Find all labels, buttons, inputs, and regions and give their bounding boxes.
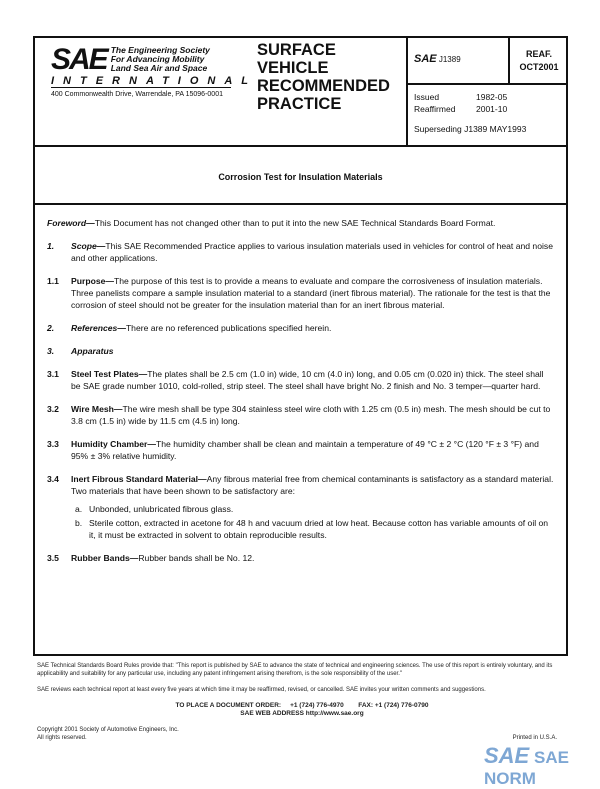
society-line: Land Sea Air and Space	[110, 63, 208, 73]
rules-notice: SAE Technical Standards Board Rules provide that: "This report is published by SAE to advance the state of technical and engineering sciences. The use of this report is entirely voluntary, and its applicability and suitability for any particular use, including any patent infringement arising therefrom, is the sole responsibility of the user."	[37, 663, 553, 677]
section-heading: Purpose—	[71, 276, 114, 286]
section-number: 1.	[47, 241, 55, 251]
sae-logo	[51, 43, 258, 98]
section-body: The wire mesh shall be type 304 stainless steel wire cloth with 1.25 cm (0.5 in) mesh. The mesh should be cut to 3.8 cm (1.5 in) wide by 11.5 cm (4.5 in) long.	[71, 404, 551, 426]
section-text	[71, 368, 554, 392]
doc-info	[406, 38, 566, 145]
section-number: 3.5	[47, 553, 59, 563]
section-heading: Inert Fibrous Standard Material—	[71, 474, 207, 484]
document-kind	[257, 41, 390, 113]
section-text	[71, 438, 554, 462]
sae-logo-mark: SAE	[51, 43, 107, 76]
kind-line: SURFACE	[257, 41, 336, 59]
reaffirmed-row	[414, 103, 560, 115]
section-body: Any fibrous material free from chemical contaminants is satisfactory as a standard material. Two materials that have been shown to be satisfactory are:	[71, 474, 554, 496]
section	[47, 552, 554, 564]
section-heading: Humidity Chamber—	[71, 439, 156, 449]
list-text: Sterile cotton, extracted in acetone for 48 h and vacuum dried at low heat. Because cotton has variable amounts of oil on it, it must be extracted in solvent to obtain reproducible results.	[89, 518, 549, 540]
sae-small-logo: SAE	[414, 53, 437, 65]
list-marker: b.	[75, 518, 83, 528]
kind-line: VEHICLE	[257, 59, 329, 77]
section-body: There are no referenced publications specified herein.	[125, 323, 332, 333]
kind-line: RECOMMENDED	[257, 77, 390, 95]
section	[47, 403, 554, 427]
issued-date: 1982-05	[476, 92, 508, 102]
copyright: Copyright 2001 Society of Automotive Engineers, Inc.	[37, 727, 179, 733]
issued-label: Issued	[414, 92, 440, 102]
list-item	[75, 503, 554, 515]
section-heading: References—	[71, 323, 126, 333]
section-body: This SAE Recommended Practice applies to various insulation materials used in vehicles for control of heat and noise and other applications.	[71, 241, 553, 263]
section-body: Rubber bands shall be No. 12.	[138, 553, 255, 563]
society-line: The Engineering Society	[110, 45, 210, 55]
section-number: 3.	[47, 346, 55, 356]
section-heading: Rubber Bands—	[71, 553, 139, 563]
rights: All rights reserved.	[37, 735, 87, 741]
section-number: 2.	[47, 323, 55, 333]
list-item	[75, 517, 554, 541]
section	[47, 275, 554, 311]
footer	[37, 662, 567, 742]
list-text: Unbonded, unlubricated fibrous glass.	[89, 504, 234, 514]
section	[47, 438, 554, 462]
international-label: INTERNATIONAL	[51, 75, 258, 87]
section	[47, 368, 554, 392]
reaf-label: REAF.	[525, 49, 552, 59]
superseding: Superseding J1389 MAY1993	[414, 124, 527, 134]
section	[47, 345, 554, 357]
review-notice: SAE reviews each technical report at least every five years at which time it may be reaffirmed, revised, or cancelled. SAE invites your written comments and suggestions.	[37, 687, 486, 693]
section-text	[71, 552, 254, 564]
web-address: SAE WEB ADDRESS http://www.sae.org	[240, 710, 364, 717]
section-heading: Scope—	[71, 241, 106, 251]
section-body: The purpose of this test is to provide a means to evaluate and compare the corrosiveness of insulation materials. Three panelists compare a sample insulation material to a standard (inert fibrous material). The rationale for the test is that the corrosion of steel should not be greater for the insulation material than for an inert fibrous material.	[71, 276, 551, 310]
reaffirmed-label: Reaffirmed	[414, 104, 456, 114]
section-number: 3.4	[47, 474, 59, 484]
document-number	[414, 53, 461, 65]
section-heading: Wire Mesh—	[71, 404, 123, 414]
section-text	[71, 473, 554, 497]
document-frame	[33, 36, 568, 656]
header	[35, 38, 566, 147]
section-text	[71, 322, 331, 334]
section-heading: Apparatus	[71, 346, 114, 356]
section-number: 1.1	[47, 276, 59, 286]
document-body	[35, 205, 566, 575]
section	[47, 473, 554, 497]
section	[47, 322, 554, 334]
society-line: For Advancing Mobility	[110, 54, 205, 64]
section-text	[71, 275, 554, 311]
section-body: The humidity chamber shall be clean and maintain a temperature of 49 °C ± 2 °C (120 °F ± 3 °F) and 95% ± 3% relative humidity.	[71, 439, 539, 461]
reaffirmation-box	[508, 38, 568, 83]
watermark-text: SAE NORM	[484, 748, 569, 788]
section-heading: Foreword—	[47, 218, 95, 228]
section-number: 3.1	[47, 369, 59, 379]
watermark-logo: SAE SAE NORM	[484, 743, 569, 788]
section	[47, 240, 554, 264]
address: 400 Commonwealth Drive, Warrendale, PA 15096-0001	[51, 91, 223, 98]
kind-line: PRACTICE	[257, 95, 342, 113]
document-title: Corrosion Test for Insulation Materials	[35, 147, 566, 205]
section-number: 3.3	[47, 439, 59, 449]
reaffirmed-date: 2001-10	[476, 104, 508, 114]
section-text	[71, 240, 554, 264]
issued-row	[414, 91, 560, 103]
reaf-date: OCT2001	[519, 62, 559, 72]
section-number: 3.2	[47, 404, 59, 414]
printed-in: Printed in U.S.A.	[512, 735, 557, 741]
section-text	[47, 217, 495, 229]
doc-number-text: J1389	[438, 55, 461, 64]
section-text	[71, 345, 114, 357]
section-body: The plates shall be 2.5 cm (1.0 in) wide, 10 cm (4.0 in) long, and 0.05 cm (0.020 in) thick. The steel shall be SAE grade number 1010, cold-rolled, strip steel. The steel shall have bright No. 2 finish and No. 3 temper—quarter hard.	[71, 369, 544, 391]
order-info: TO PLACE A DOCUMENT ORDER: +1 (724) 776-4970 FAX: +1 (724) 776-0790	[175, 702, 429, 709]
section-heading: Steel Test Plates—	[71, 369, 148, 379]
section-body: This Document has not changed other than to put it into the new SAE Technical Standards Board Format.	[94, 218, 496, 228]
list-marker: a.	[75, 504, 83, 514]
section	[47, 217, 554, 229]
section-text	[71, 403, 554, 427]
